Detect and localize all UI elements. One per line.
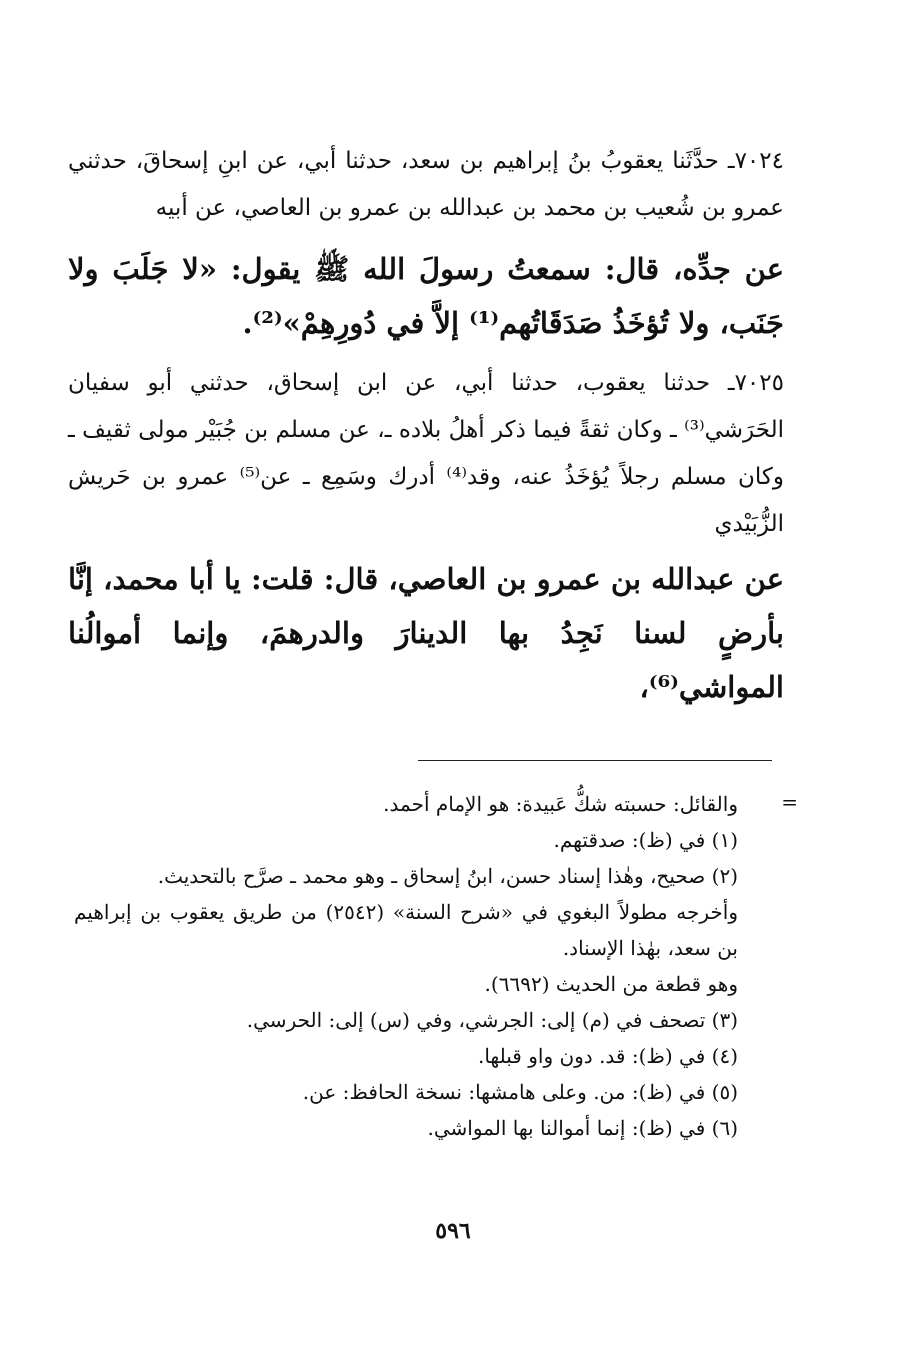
main-text	[68, 138, 784, 714]
footnote-2-continued: وأخرجه مطولاً البغوي في «شرح السنة» (٢٥٤٢) من طريق يعقوب بن إبراهيم بن سعد، بهٰذا الإسناد.	[74, 900, 738, 960]
footnotes	[74, 786, 738, 1146]
hadith-7025-matn: عن عبدالله بن عمرو بن العاصي، قال: قلت: يا أبا محمد، إنَّا بأرضٍ لسنا نَجِدُ بها الدينارَ والدرهمَ، وإنما أموالُنا المواشي⁽⁶⁾،	[68, 562, 784, 704]
hadith-7025-isnad: ٧٠٢٥ـ حدثنا يعقوب، حدثنا أبي، عن ابن إسحاق، حدثني أبو سفيان الحَرَشي⁽³⁾ ـ وكان ثقةً فيما ذكر أهلُ بلاده ـ، عن مسلم بن جُبَيْر مولى ثقيف ـ وكان مسلم رجلاً يُؤخَذُ عنه، وقد⁽⁴⁾ أدرك وسَمِع ـ عن⁽⁵⁾ عمرو بن حَريش الزُّبَيْدي	[68, 370, 784, 537]
footnote-separator	[418, 760, 772, 761]
hadith-7024-matn: عن جدِّه، قال: سمعتُ رسولَ الله ﷺ يقول: «لا جَلَبَ ولا جَنَب، ولا تُؤخَذُ صَدَقَاتُهم⁽¹⁾ إلاَّ في دُورِهِمْ»⁽²⁾.	[68, 252, 784, 340]
footnote-continuation-mark: =	[781, 790, 798, 814]
footnote-4: (٤) في (ظ): قد. دون واو قبلها.	[477, 1044, 738, 1068]
footnote-carryover: والقائل: حسبته شكُّ عَبيدة: هو الإمام أحمد.	[383, 792, 738, 816]
footnote-3: (٣) تصحف في (م) إلى: الجرشي، وفي (س) إلى: الحرسي.	[246, 1008, 738, 1032]
footnote-1: (١) في (ظ): صدقتهم.	[553, 828, 738, 852]
hadith-7024-isnad: ٧٠٢٤ـ حدَّثَنا يعقوبُ بنُ إبراهيم بن سعد، حدثنا أبي، عن ابنِ إسحاقَ، حدثني عمرو بن شُعيب بن محمد بن عبدالله بن عمرو بن العاصي، عن أبيه	[68, 148, 784, 221]
footnote-6: (٦) في (ظ): إنما أموالنا بها المواشي.	[427, 1116, 738, 1140]
footnote-5: (٥) في (ظ): من. وعلى هامشها: نسخة الحافظ: عن.	[302, 1080, 738, 1104]
page-number: ٥٩٦	[435, 1218, 471, 1244]
footnote-2: (٢) صحيح، وهٰذا إسناد حسن، ابنُ إسحاق ـ وهو محمد ـ صرَّح بالتحديث.	[157, 864, 738, 888]
footnote-2-reference: وهو قطعة من الحديث (٦٦٩٢).	[484, 972, 738, 996]
